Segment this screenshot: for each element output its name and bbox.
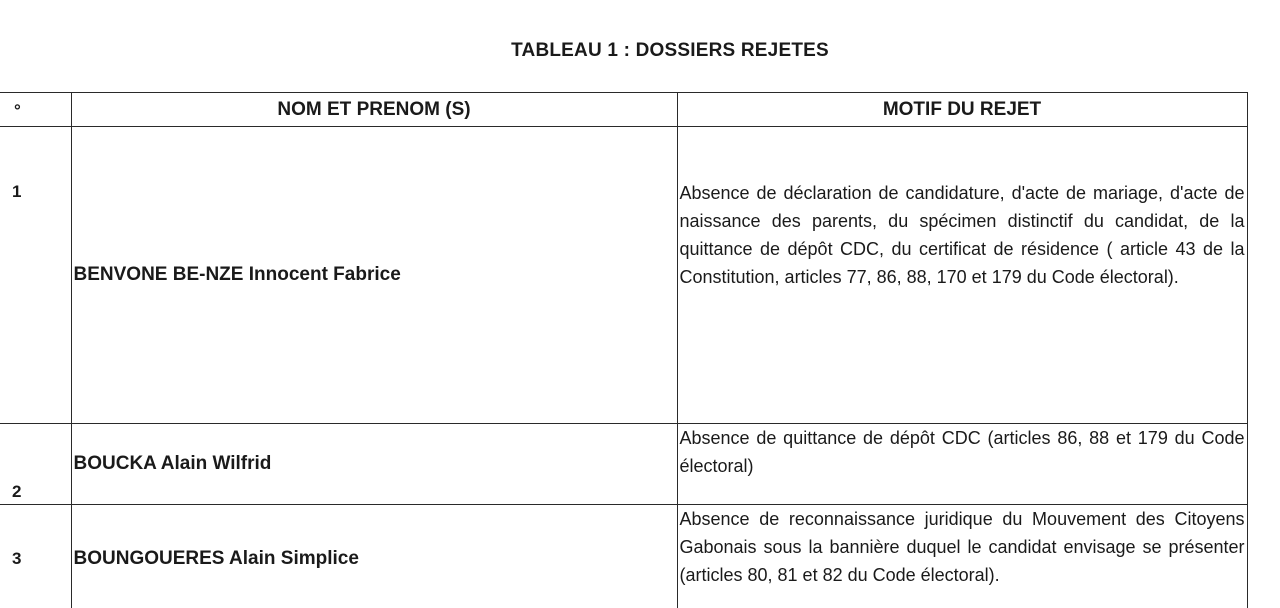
rejection-reason: Absence de quittance de dépôt CDC (articles 86, 88 et 179 du Code électoral) (677, 424, 1247, 505)
table-row (0, 505, 1247, 608)
column-header-name: NOM ET PRENOM (S) (71, 93, 677, 127)
rejected-files-table (0, 92, 1248, 608)
table-row (0, 127, 1247, 424)
table-header-row (0, 93, 1247, 127)
row-number: 3 (0, 505, 71, 608)
page-title: TABLEAU 1 : DOSSIERS REJETES (511, 40, 829, 61)
column-header-reason: MOTIF DU REJET (677, 93, 1247, 127)
candidate-name: BENVONE BE-NZE Innocent Fabrice (71, 127, 677, 424)
column-header-number: ° (0, 93, 71, 127)
table-row (0, 424, 1247, 505)
row-number: 1 (0, 127, 71, 424)
row-number: 2 (0, 424, 71, 505)
candidate-name: BOUNGOUERES Alain Simplice (71, 505, 677, 608)
rejection-reason: Absence de reconnaissance juridique du Mouvement des Citoyens Gabonais sous la bannière duquel le candidat envisage se présenter (articles 80, 81 et 82 du Code électoral). (677, 505, 1247, 608)
candidate-name: BOUCKA Alain Wilfrid (71, 424, 677, 505)
rejection-reason: Absence de déclaration de candidature, d'acte de mariage, d'acte de naissance des parents, du spécimen distinctif du candidat, de la quittance de dépôt CDC, du certificat de résidence ( article 43 de la Constitution, articles 77, 86, 88, 170 et 179 du Code électoral). (677, 127, 1247, 424)
